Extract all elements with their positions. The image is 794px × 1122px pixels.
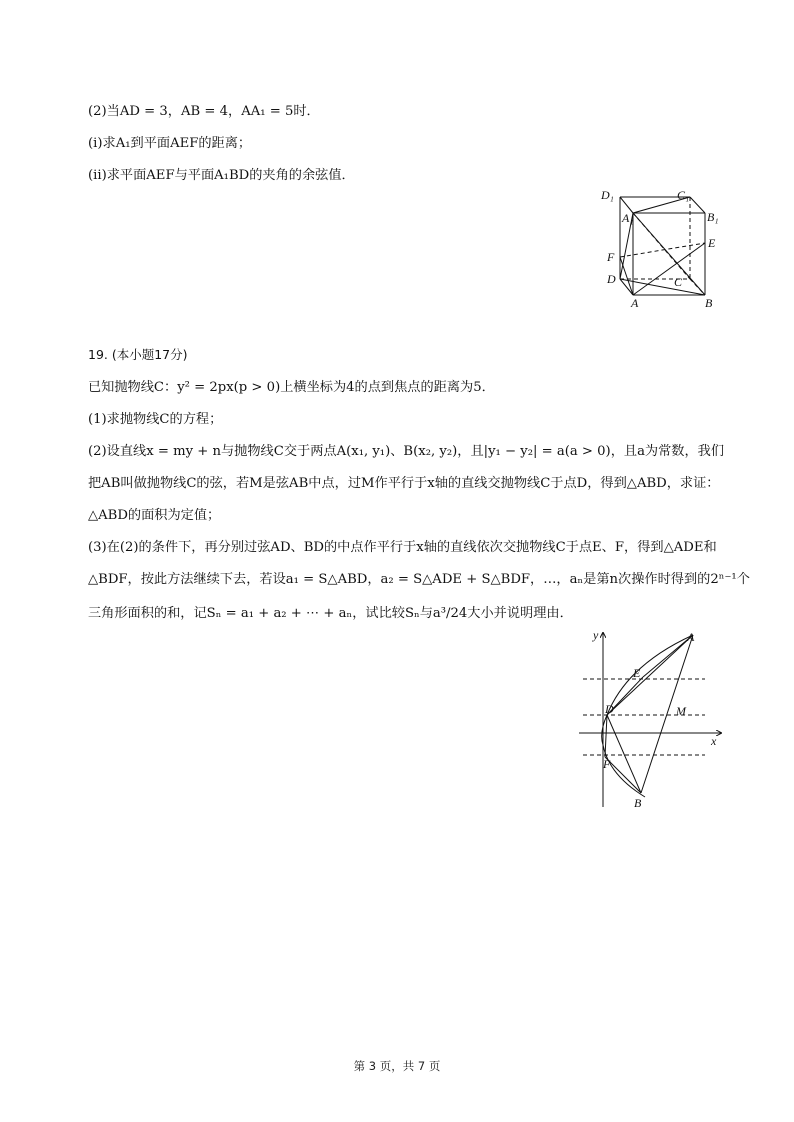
parabola-figure xyxy=(575,625,725,810)
label-B: B xyxy=(634,796,642,810)
q19-stem: 已知抛物线C：y² = 2px(p > 0)上横坐标为4的点到焦点的距离为5． xyxy=(88,380,495,395)
q19-header: 19. (本小题17分) xyxy=(88,347,188,362)
q19-part3-line2: △BDF，按此方法继续下去，若设a₁ = S△ABD，a₂ = S△ADE + S△BDF，…，aₙ是第n次操作时得到的2ⁿ⁻¹个 xyxy=(88,572,750,587)
q19-part2-line2: 把AB叫做抛物线C的弦，若M是弦AB中点，过M作平行于x轴的直线交抛物线C于点D，得到△ABD，求证： xyxy=(88,476,720,491)
label-B1: B₁ xyxy=(707,210,719,224)
cube-figure xyxy=(595,185,735,310)
q19-part2-line1: (2)设直线x = my + n与抛物线C交于两点A(x₁, y₁)、B(x₂, y₂)，且|y₁ − y₂| = a(a > 0)，且a为常数，我们 xyxy=(88,444,725,459)
label-D: D xyxy=(607,272,616,286)
q18-part2-ii: (ii)求平面AEF与平面A₁BD的夹角的余弦值． xyxy=(88,168,355,183)
label-x-axis: x xyxy=(711,734,717,748)
label-D: D xyxy=(605,702,614,716)
q19-part3-line1: (3)在(2)的条件下，再分别过弦AD、BD的中点作平行于x轴的直线依次交抛物线C于点E、F，得到△ADE和 xyxy=(88,540,717,555)
q18-part2: (2)当AD = 3，AB = 4，AA₁ = 5时． xyxy=(88,104,320,119)
label-F: F xyxy=(607,250,615,264)
label-E: E xyxy=(708,236,716,250)
label-D1: D₁ xyxy=(601,188,614,202)
label-y-axis: y xyxy=(593,628,599,642)
q19-part1: (1)求抛物线C的方程； xyxy=(88,412,223,427)
q19-part3-line3: 三角形面积的和，记Sₙ = a₁ + a₂ + ⋯ + aₙ，试比较Sₙ与a³/24大小并说明理由． xyxy=(88,606,573,621)
label-A1: A₁ xyxy=(622,211,634,225)
label-M: M xyxy=(676,704,686,718)
label-E: E xyxy=(633,666,641,680)
q19-part2-line3: △ABD的面积为定值； xyxy=(88,508,221,523)
label-A: A xyxy=(687,630,695,644)
label-A: A xyxy=(631,296,639,310)
label-C: C xyxy=(674,275,683,289)
label-F: F xyxy=(603,757,611,771)
page-footer: 第 3 页，共 7 页 xyxy=(353,1059,441,1073)
label-B: B xyxy=(705,296,713,310)
q18-part2-i: (i)求A₁到平面AEF的距离； xyxy=(88,136,252,151)
label-C1: C₁ xyxy=(677,188,690,202)
